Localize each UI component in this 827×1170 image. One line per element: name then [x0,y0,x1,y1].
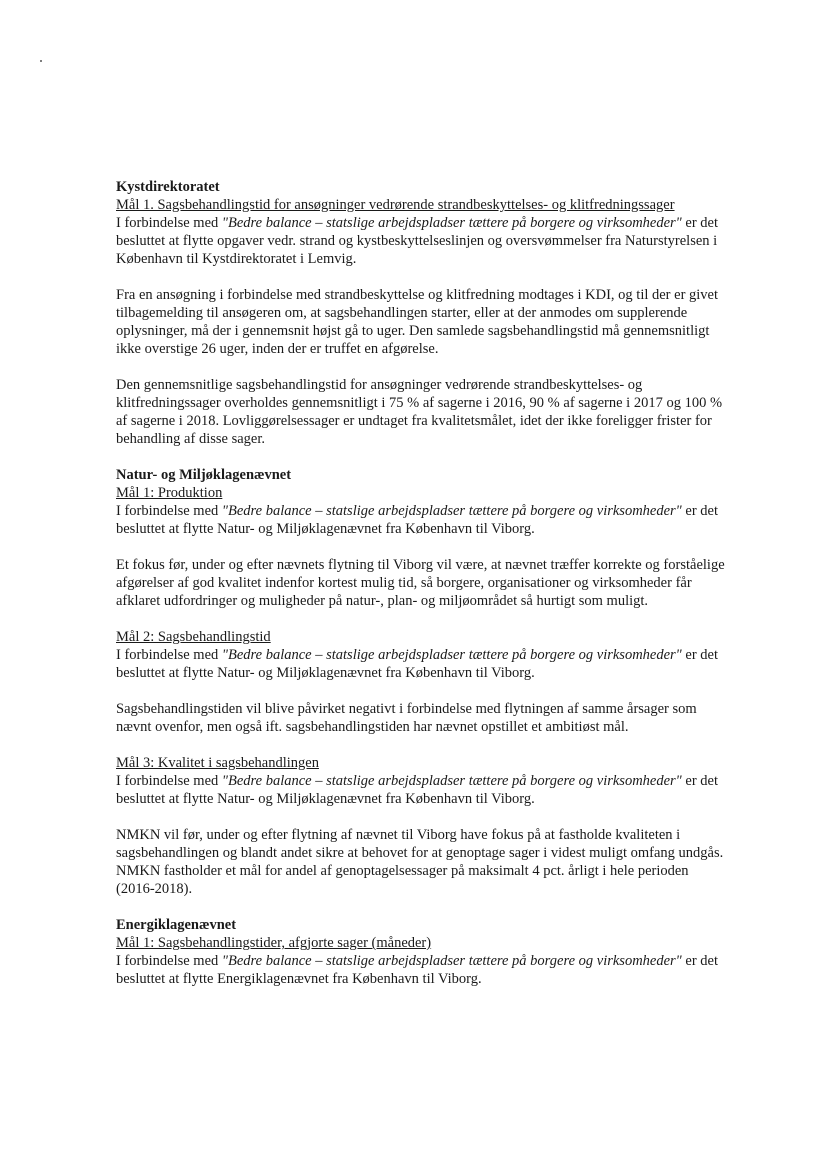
paragraph-text: I forbindelse med [116,503,222,519]
paragraph-text: er det besluttet at flytte Energiklagenævnet fra København til Viborg. [116,953,718,987]
goal-heading: Mål 1: Sagsbehandlingstider, afgjorte sager (måneder) [116,935,432,951]
body-paragraph [116,556,728,610]
body-paragraph [116,286,728,358]
paragraph-text: I forbindelse med [116,647,222,663]
paragraph-gap [116,736,728,754]
body-paragraph [116,700,728,736]
paragraph-text: I forbindelse med [116,953,222,969]
paragraph-text: Fra en ansøgning i forbindelse med strandbeskyttelse og klitfredning modtages i KDI, og til der er givet tilbagemelding til ansøgeren om, at sagsbehandlingen starter, eller at der anmodes om supplerende oplysninger, må der i gennemsnit højst gå to uger. Den samlede sagsbehandlingstid må gennemsnitligt ikke overstige 26 uger, inden der er truffet en afgørelse. [116,287,719,357]
body-paragraph [116,214,728,268]
body-paragraph [116,502,728,538]
section-title: Natur- og Miljøklagenævnet [116,467,292,483]
goal-heading: Mål 1: Produktion [116,485,223,501]
italic-quote: "Bedre balance – statslige arbejdspladser tættere på borgere og virksomheder" [221,503,682,519]
paragraph-gap [116,808,728,826]
paragraph-text: Sagsbehandlingstiden vil blive påvirket negativt i forbindelse med flytningen af samme årsager som nævnt ovenfor, men også ift. sagsbehandlingstiden har nævnet opstillet et ambitiøst mål. [116,701,697,735]
paragraph-text: er det besluttet at flytte Natur- og Miljøklagenævnet fra København til Viborg. [116,647,718,681]
section-gap [116,898,728,916]
paragraph-text: I forbindelse med [116,215,222,231]
body-paragraph [116,772,728,808]
paragraph-gap [116,538,728,556]
italic-quote: "Bedre balance – statslige arbejdspladser tættere på borgere og virksomheder" [221,953,682,969]
paragraph-text: NMKN vil før, under og efter flytning af nævnet til Viborg have fokus på at fastholde kvaliteten i sagsbehandlingen og blandt andet sikre at behovet for at genoptage sager i videst muligt omfang undgås. NMKN fastholder et mål for andel af genoptagelsessager på maksimalt 4 pct. årligt i hele perioden (2016-2018). [116,827,724,897]
section-title: Kystdirektoratet [116,179,220,195]
body-paragraph [116,376,728,448]
paragraph-text: er det besluttet at flytte Natur- og Miljøklagenævnet fra København til Viborg. [116,503,718,537]
goal-heading: Mål 3: Kvalitet i sagsbehandlingen [116,755,319,771]
italic-quote: "Bedre balance – statslige arbejdspladser tættere på borgere og virksomheder" [221,647,682,663]
body-paragraph [116,826,728,898]
italic-quote: "Bedre balance – statslige arbejdspladser tættere på borgere og virksomheder" [221,215,682,231]
paragraph-text: er det besluttet at flytte Natur- og Miljøklagenævnet fra København til Viborg. [116,773,718,807]
scan-speck [40,60,42,62]
section-gap [116,448,728,466]
italic-quote: "Bedre balance – statslige arbejdspladser tættere på borgere og virksomheder" [221,773,682,789]
paragraph-gap [116,358,728,376]
paragraph-gap [116,682,728,700]
body-paragraph [116,646,728,682]
goal-heading: Mål 1. Sagsbehandlingstid for ansøgninger vedrørende strandbeskyttelses- og klitfredningssager [116,197,675,213]
paragraph-text: I forbindelse med [116,773,222,789]
paragraph-gap [116,268,728,286]
paragraph-text: Den gennemsnitlige sagsbehandlingstid for ansøgninger vedrørende strandbeskyttelses- og klitfredningssager overholdes gennemsnitligt i 75 % af sagerne i 2016, 90 % af sagerne i 2017 og 100 % af sagerne i 2018. Lovliggørelsessager er undtaget fra kvalitetsmålet, idet der ikke foreligger frister for behandling af disse sager. [116,377,723,447]
document-body [116,178,728,988]
goal-heading: Mål 2: Sagsbehandlingstid [116,629,271,645]
paragraph-text: er det besluttet at flytte opgaver vedr. strand og kystbeskyttelseslinjen og oversvømmelser fra Naturstyrelsen i København til Kystdirektoratet i Lemvig. [116,215,718,267]
paragraph-gap [116,610,728,628]
paragraph-text: Et fokus før, under og efter nævnets flytning til Viborg vil være, at nævnet træffer korrekte og forståelige afgørelser af god kvalitet indenfor kortest mulig tid, så borgere, organisationer og virksomheder får afklaret udfordringer og muligheder på natur-, plan- og miljøområdet så hurtigt som muligt. [116,557,725,609]
body-paragraph [116,952,728,988]
section-title: Energiklagenævnet [116,917,237,933]
